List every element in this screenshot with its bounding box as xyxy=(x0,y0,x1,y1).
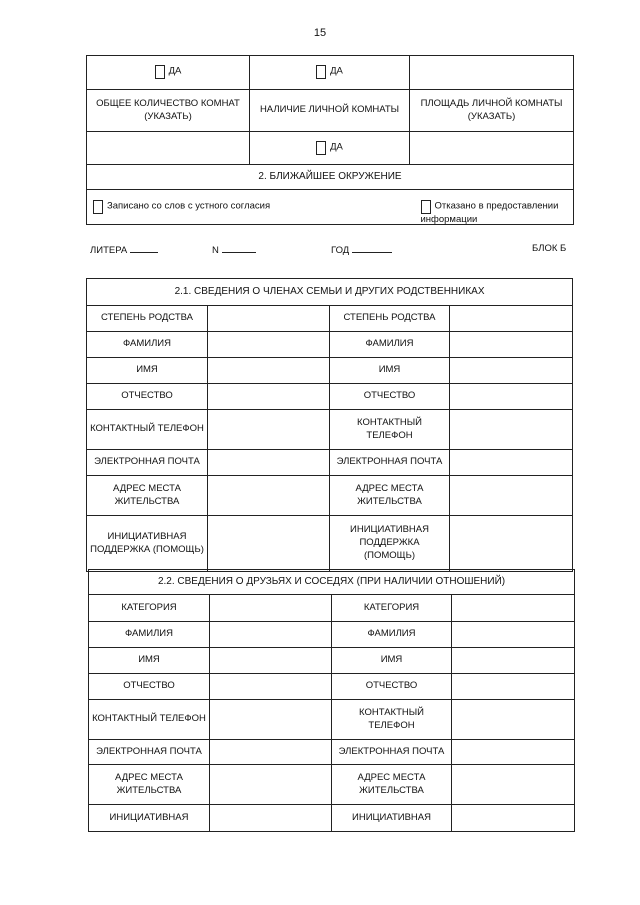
right-value-cell[interactable] xyxy=(452,765,575,805)
litera-field: ЛИТЕРА xyxy=(90,243,158,256)
family-table xyxy=(86,278,573,572)
left-label-cell: ИМЯ xyxy=(87,358,208,384)
table-row xyxy=(87,450,573,476)
right-label-cell: КОНТАКТНЫЙ ТЕЛЕФОН xyxy=(330,410,450,450)
right-label-cell: СТЕПЕНЬ РОДСТВА xyxy=(330,306,450,332)
left-value-cell[interactable] xyxy=(208,516,330,572)
right-label-cell: ОТЧЕСТВО xyxy=(332,674,452,700)
right-value-cell[interactable] xyxy=(452,595,575,622)
table-row xyxy=(89,648,575,674)
refused-checkbox[interactable] xyxy=(421,200,431,214)
own-room-label: НАЛИЧИЕ ЛИЧНОЙ КОМНАТЫ xyxy=(250,90,410,132)
left-label-cell: ИМЯ xyxy=(89,648,210,674)
left-label-cell: ОТЧЕСТВО xyxy=(89,674,210,700)
right-value-cell[interactable] xyxy=(450,332,573,358)
right-label-cell: АДРЕС МЕСТА ЖИТЕЛЬСТВА xyxy=(332,765,452,805)
table-row xyxy=(89,595,575,622)
right-value-cell[interactable] xyxy=(452,805,575,832)
friends-section-title: 2.2. СВЕДЕНИЯ О ДРУЗЬЯХ И СОСЕДЯХ (ПРИ НАЛИЧИИ ОТНОШЕНИЙ) xyxy=(89,570,575,595)
recorded-label: Записано со слов с устного согласия xyxy=(107,200,271,212)
table-row xyxy=(89,740,575,765)
left-label-cell: КОНТАКТНЫЙ ТЕЛЕФОН xyxy=(87,410,208,450)
refused-label: Отказано в предоставлении информации xyxy=(420,200,559,226)
own-room-area-yes-cell: ДА xyxy=(250,132,410,165)
table-row xyxy=(89,700,575,740)
left-label-cell: АДРЕС МЕСТА ЖИТЕЛЬСТВА xyxy=(87,476,208,516)
table-row xyxy=(87,410,573,450)
total-rooms-value[interactable] xyxy=(87,132,250,165)
left-label-cell: АДРЕС МЕСТА ЖИТЕЛЬСТВА xyxy=(89,765,210,805)
table-row xyxy=(87,306,573,332)
table-row xyxy=(89,765,575,805)
right-label-cell: ФАМИЛИЯ xyxy=(330,332,450,358)
left-value-cell[interactable] xyxy=(208,358,330,384)
left-value-cell[interactable] xyxy=(210,765,332,805)
table-row xyxy=(87,476,573,516)
right-value-cell[interactable] xyxy=(450,410,573,450)
left-label-cell: ИНИЦИАТИВНАЯ xyxy=(89,805,210,832)
right-label-cell: КОНТАКТНЫЙ ТЕЛЕФОН xyxy=(332,700,452,740)
table-row xyxy=(89,674,575,700)
right-value-cell[interactable] xyxy=(450,516,573,572)
housing-table xyxy=(86,55,574,225)
table-row xyxy=(89,622,575,648)
left-label-cell: ФАМИЛИЯ xyxy=(87,332,208,358)
consent-row xyxy=(87,190,574,225)
number-field: N xyxy=(212,243,256,256)
empty-cell[interactable] xyxy=(410,56,574,90)
left-label-cell: ОТЧЕСТВО xyxy=(87,384,208,410)
friends-table xyxy=(88,569,575,832)
total-rooms-checkbox[interactable] xyxy=(155,65,165,79)
left-label-cell: КАТЕГОРИЯ xyxy=(89,595,210,622)
total-rooms-yes-cell: ДА xyxy=(87,56,250,90)
own-room-area-label: ПЛОЩАДЬ ЛИЧНОЙ КОМНАТЫ (УКАЗАТЬ) xyxy=(410,90,574,132)
left-value-cell[interactable] xyxy=(210,805,332,832)
right-label-cell: ИНИЦИАТИВНАЯ xyxy=(332,805,452,832)
right-label-cell: АДРЕС МЕСТА ЖИТЕЛЬСТВА xyxy=(330,476,450,516)
left-label-cell: ИНИЦИАТИВНАЯ ПОДДЕРЖКА (ПОМОЩЬ) xyxy=(87,516,208,572)
left-value-cell[interactable] xyxy=(210,674,332,700)
left-value-cell[interactable] xyxy=(208,410,330,450)
right-value-cell[interactable] xyxy=(450,450,573,476)
left-label-cell: ЭЛЕКТРОННАЯ ПОЧТА xyxy=(89,740,210,765)
right-value-cell[interactable] xyxy=(450,306,573,332)
left-label-cell: СТЕПЕНЬ РОДСТВА xyxy=(87,306,208,332)
section-2-title: 2. БЛИЖАЙШЕЕ ОКРУЖЕНИЕ xyxy=(87,165,574,190)
left-label-cell: ЭЛЕКТРОННАЯ ПОЧТА xyxy=(87,450,208,476)
right-label-cell: ОТЧЕСТВО xyxy=(330,384,450,410)
page-number: 15 xyxy=(313,27,327,39)
right-label-cell: ФАМИЛИЯ xyxy=(332,622,452,648)
right-value-cell[interactable] xyxy=(452,700,575,740)
left-label-cell: ФАМИЛИЯ xyxy=(89,622,210,648)
right-value-cell[interactable] xyxy=(450,384,573,410)
left-value-cell[interactable] xyxy=(208,384,330,410)
table-row xyxy=(87,384,573,410)
left-label-cell: КОНТАКТНЫЙ ТЕЛЕФОН xyxy=(89,700,210,740)
table-row xyxy=(87,516,573,572)
left-value-cell[interactable] xyxy=(208,306,330,332)
right-value-cell[interactable] xyxy=(452,622,575,648)
left-value-cell[interactable] xyxy=(210,740,332,765)
right-label-cell: ИМЯ xyxy=(330,358,450,384)
left-value-cell[interactable] xyxy=(208,332,330,358)
total-rooms-label: ОБЩЕЕ КОЛИЧЕСТВО КОМНАТ (УКАЗАТЬ) xyxy=(87,90,250,132)
left-value-cell[interactable] xyxy=(210,595,332,622)
litera-blank[interactable] xyxy=(130,243,158,253)
table-row xyxy=(89,805,575,832)
own-room-area-checkbox[interactable] xyxy=(316,141,326,155)
left-value-cell[interactable] xyxy=(210,622,332,648)
right-value-cell[interactable] xyxy=(452,648,575,674)
left-value-cell[interactable] xyxy=(210,648,332,674)
own-room-checkbox[interactable] xyxy=(316,65,326,79)
right-label-cell: КАТЕГОРИЯ xyxy=(332,595,452,622)
recorded-checkbox[interactable] xyxy=(93,200,103,214)
right-label-cell: ЭЛЕКТРОННАЯ ПОЧТА xyxy=(332,740,452,765)
right-label-cell: ИМЯ xyxy=(332,648,452,674)
left-value-cell[interactable] xyxy=(208,450,330,476)
right-label-cell: ИНИЦИАТИВНАЯ ПОДДЕРЖКА (ПОМОЩЬ) xyxy=(330,516,450,572)
right-label-cell: ЭЛЕКТРОННАЯ ПОЧТА xyxy=(330,450,450,476)
family-section-title: 2.1. СВЕДЕНИЯ О ЧЛЕНАХ СЕМЬИ И ДРУГИХ РОДСТВЕННИКАХ xyxy=(87,279,573,306)
right-value-cell[interactable] xyxy=(452,674,575,700)
right-value-cell[interactable] xyxy=(452,740,575,765)
block-label: БЛОК Б xyxy=(532,243,567,254)
table-row xyxy=(87,358,573,384)
year-field: ГОД xyxy=(331,243,392,256)
left-value-cell[interactable] xyxy=(210,700,332,740)
year-blank[interactable] xyxy=(352,243,392,253)
own-room-yes-cell: ДА xyxy=(250,56,410,90)
own-room-area-value[interactable] xyxy=(410,132,574,165)
left-value-cell[interactable] xyxy=(208,476,330,516)
number-blank[interactable] xyxy=(222,243,256,253)
right-value-cell[interactable] xyxy=(450,476,573,516)
right-value-cell[interactable] xyxy=(450,358,573,384)
table-row xyxy=(87,332,573,358)
